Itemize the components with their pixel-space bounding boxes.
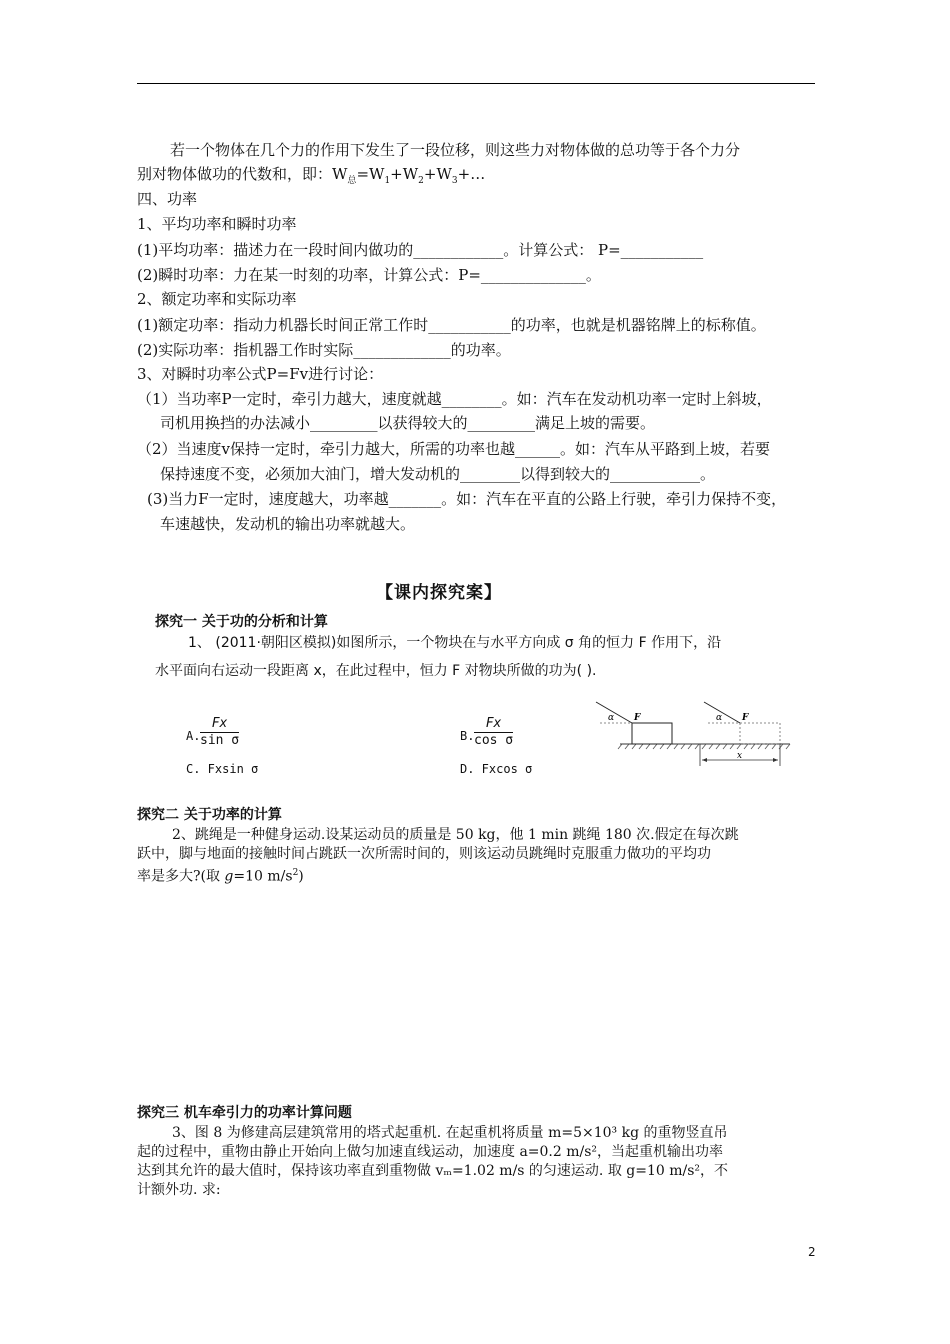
item-3-3a: (3)当力F一定时，速度越大，功率越_______。如：汽车在平直的公路上行驶，牵引力保持不变， (147, 490, 787, 508)
intro-line-2: 别对物体做功的代数和，即：$W_总=W_1+W_2+W_3+\dots$ (137, 165, 486, 186)
option-b-fraction (474, 716, 513, 749)
section-4-heading: 四、功率 (137, 190, 198, 208)
option-a-fraction (200, 716, 239, 749)
option-d: D. Fxcos σ (460, 762, 533, 776)
item-1-2: (2)瞬时功率：力在某一时刻的功率，计算公式：P=______________。 (137, 266, 601, 284)
question-1-line-2: 水平面向右运动一段距离 x，在此过程中，恒力 F 对物块所做的功为( ). (155, 663, 597, 679)
ground-hatch (618, 744, 790, 749)
option-a-numerator: Fx (200, 716, 239, 733)
subsection-1: 1、平均功率和瞬时功率 (137, 215, 297, 233)
block-start (632, 723, 672, 744)
block-end (740, 723, 780, 744)
f-label-start: F (634, 713, 641, 723)
item-3-2b: 保持速度不变，必须加大油门，增大发动机的________以得到较大的____________。 (160, 465, 716, 483)
f-label-end: F (742, 713, 749, 723)
intro-line-1: 若一个物体在几个力的作用下发生了一段位移，则这些力对物体做的总功等于各个力分 (170, 141, 741, 159)
option-b-label: B. (460, 729, 475, 743)
x-label: x (737, 751, 743, 761)
page-number: 2 (808, 1245, 816, 1259)
subsection-2: 2、额定功率和实际功率 (137, 290, 297, 308)
option-c: C. Fxsin σ (186, 762, 259, 776)
force-diagram (592, 696, 796, 768)
item-1-1: (1)平均功率：描述力在一段时间内做功的____________。计算公式： P=___________ (137, 241, 704, 259)
item-3-3b: 车速越快，发动机的输出功率就越大。 (160, 515, 416, 533)
item-2-2: (2)实际功率：指机器工作时实际_____________的功率。 (137, 341, 511, 359)
exploration-1-heading: 探究一 关于功的分析和计算 (155, 614, 328, 630)
header-rule (137, 83, 815, 84)
option-a-label: A. (186, 729, 201, 743)
question-2-line-3: 率是多大?(取 g=10 $m/s^2$) (137, 868, 304, 885)
option-b-denominator: cos σ (474, 733, 514, 748)
option-a-denominator: sin σ (200, 733, 240, 748)
item-2-1: (1)额定功率：指动力机器长时间正常工作时___________的功率，也就是机器铭牌上的标称值。 (137, 316, 766, 334)
question-3-line-1: 3、图 8 为修建高层建筑常用的塔式起重机. 在起重机将质量 m=5×10³ kg 的重物竖直吊 (172, 1125, 728, 1141)
alpha-label-end: α (716, 713, 723, 723)
item-3-1b: 司机用换挡的办法减小_________以获得较大的_________满足上坡的需要。 (160, 414, 656, 432)
exploration-3-heading: 探究三 机车牵引力的功率计算问题 (137, 1105, 352, 1121)
question-2-line-1: 2、跳绳是一种健身运动.设某运动员的质量是 50 kg，他 1 min 跳绳 180 次.假定在每次跳 (172, 827, 739, 843)
question-3-line-4: 计额外功. 求: (137, 1182, 221, 1198)
item-3-2a: （2）当速度v保持一定时，牵引力越大，所需的功率也越______。如：汽车从平路到上坡，若要 (137, 440, 771, 458)
exploration-2-heading: 探究二 关于功率的计算 (137, 807, 282, 823)
section-title: 【课内探究案】 (376, 583, 502, 603)
subsection-3: 3、对瞬时功率公式P=Fv进行讨论： (137, 365, 384, 383)
question-3-line-2: 起的过程中，重物由静止开始向上做匀加速直线运动，加速度 a=0.2 m/s²，当起重机输出功率 (137, 1144, 724, 1160)
question-2-line-2: 跃中，脚与地面的接触时间占跳跃一次所需时间的，则该运动员跳绳时克服重力做功的平均功 (137, 846, 711, 862)
option-b-numerator: Fx (474, 716, 513, 733)
question-1-line-1: 1、 (2011·朝阳区模拟)如图所示，一个物块在与水平方向成 σ 角的恒力 F 作用下，沿 (188, 635, 722, 651)
question-3-line-3: 达到其允许的最大值时，保持该功率直到重物做 vₘ=1.02 m/s 的匀速运动. 取 g=10 m/s²，不 (137, 1163, 729, 1179)
alpha-label-start: α (608, 713, 615, 723)
item-3-1a: （1）当功率P一定时，牵引力越大，速度就越________。如：汽车在发动机功率一定时上斜坡， (137, 390, 772, 408)
